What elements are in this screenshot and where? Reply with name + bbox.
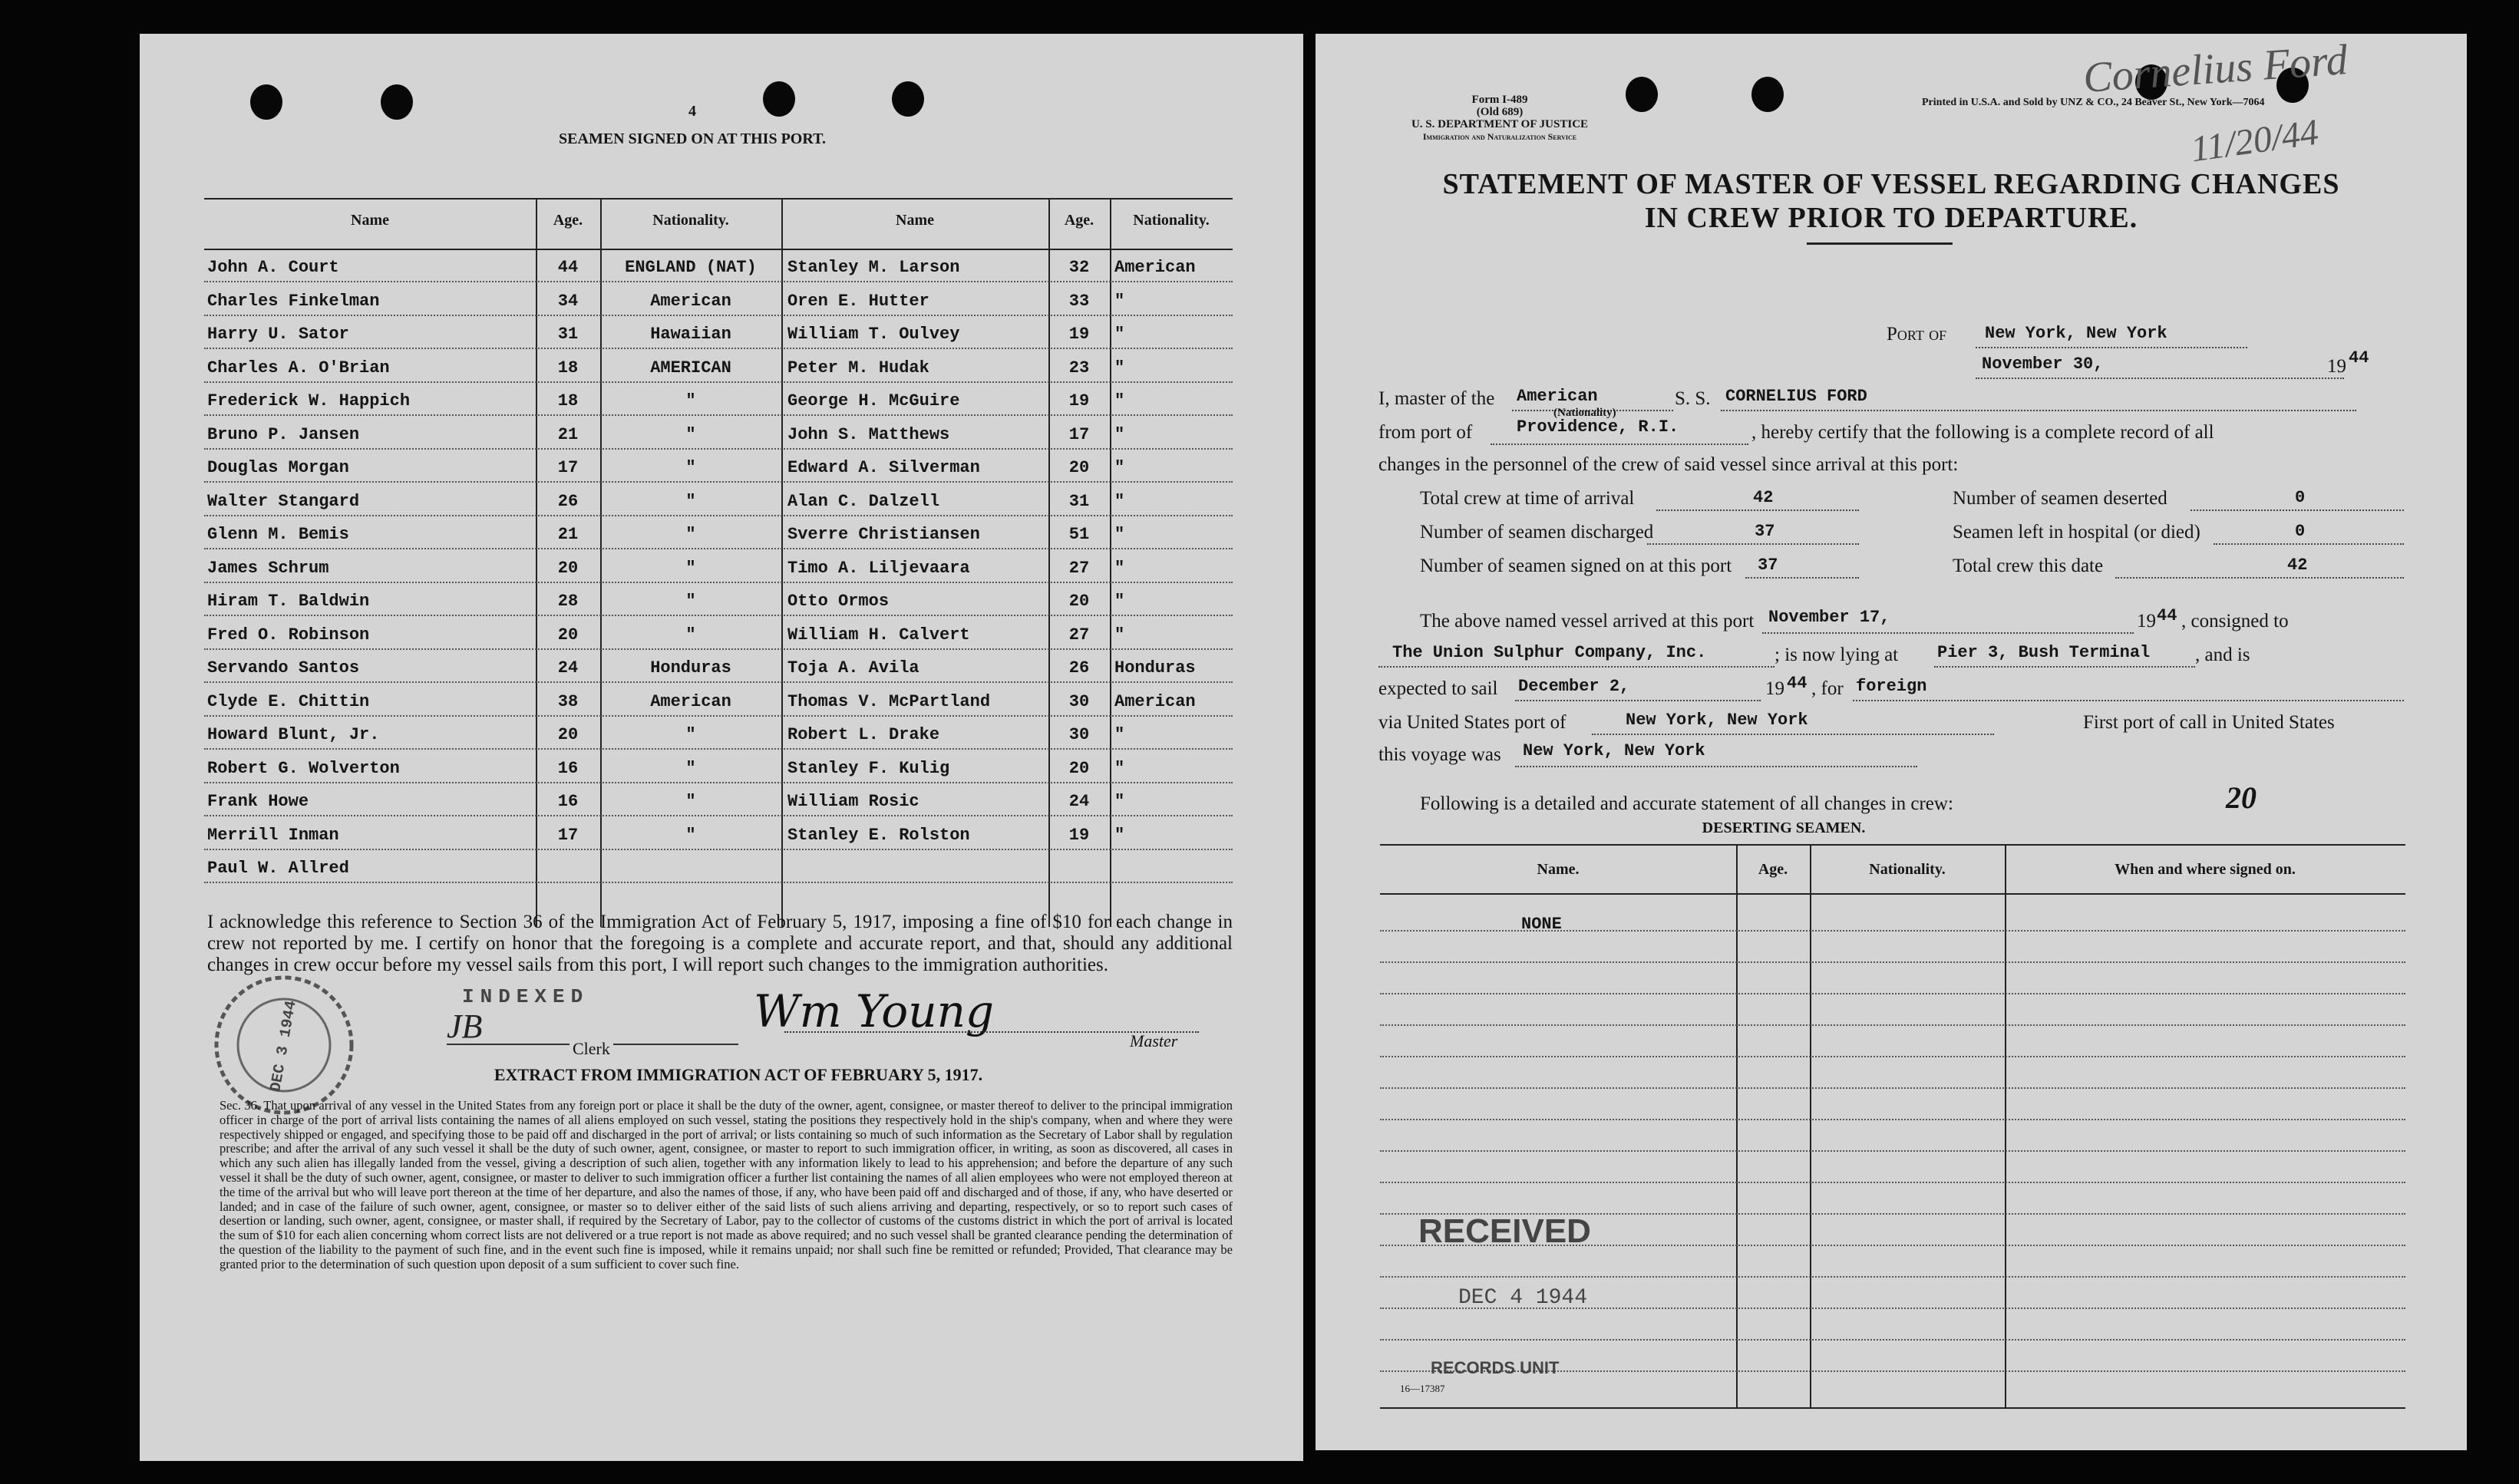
table-cell-name: Thomas V. McPartland (787, 691, 991, 711)
table-cell-nat: " (1114, 625, 1125, 645)
table-cell-name: Servando Santos (207, 658, 360, 678)
row-rule (204, 515, 1233, 516)
table-cell-age: 19 (1068, 825, 1090, 845)
discharged: 37 (1755, 522, 1775, 541)
table-cell-age: 44 (557, 258, 579, 277)
table-cell-nat: " (685, 792, 696, 811)
table-cell-nat: " (685, 558, 696, 578)
nationality-value: American (1517, 387, 1598, 406)
table-cell-name: Glenn M. Bemis (207, 525, 349, 544)
punch-hole (763, 81, 795, 117)
col-header-name: Name (896, 212, 934, 229)
table-cell-age: 18 (557, 358, 579, 378)
master-of-the-label: I, master of the (1378, 388, 1495, 409)
title-underline (1807, 242, 1953, 245)
for-field (1853, 678, 2404, 701)
hospital-label: Seamen left in hospital (or died) (1953, 522, 2200, 542)
table-cell-age: 51 (1068, 525, 1090, 544)
table-cell-nat: " (1114, 525, 1125, 544)
table-cell-age: 20 (1068, 458, 1090, 477)
indexed-stamp: INDEXED (462, 985, 589, 1008)
form-number: Form I-489 (1471, 94, 1528, 106)
table-cell-nat: " (685, 592, 696, 611)
table-cell-age: 20 (1068, 592, 1090, 611)
this-voyage-label: this voyage was (1378, 744, 1501, 765)
row-rule (204, 315, 1233, 316)
deserted: 0 (2295, 488, 2306, 507)
arrived-year-prefix: 19 (2137, 611, 2156, 632)
lying-at-label: ; is now lying at (1775, 645, 1899, 665)
row-rule (204, 281, 1233, 282)
table-cell-name: William Rosic (787, 792, 919, 811)
signed-on: 37 (1758, 556, 1778, 575)
table-cell-name: Stanley M. Larson (787, 258, 960, 277)
table-cell-name: George H. McGuire (787, 391, 960, 411)
total-crew-date-field (2115, 556, 2404, 579)
col-header-when-where: When and where signed on. (2115, 861, 2296, 878)
table-cell-age: 33 (1068, 291, 1090, 311)
table-cell-name: Timo A. Liljevaara (787, 558, 970, 578)
handwritten-ship-name: Cornelius Ford (2082, 36, 2349, 102)
table-cell-name: Oren E. Hutter (787, 291, 929, 311)
row-rule (204, 782, 1233, 783)
table-cell-age: 27 (1068, 558, 1090, 578)
row-rule (204, 615, 1233, 616)
department: U. S. DEPARTMENT OF JUSTICE (1411, 118, 1589, 130)
deserting-seamen-table (1380, 844, 2405, 1409)
table-cell-nat: " (685, 458, 696, 477)
table-cell-nat: " (1114, 424, 1125, 444)
table-cell-nat: " (685, 525, 696, 544)
and-is-label: , and is (2195, 645, 2250, 665)
table-cell-name: Howard Blunt, Jr. (207, 725, 380, 744)
table-cell-age: 24 (557, 658, 579, 678)
table-cell-name: Frank Howe (207, 792, 309, 811)
row-rule (204, 849, 1233, 850)
punch-hole (250, 84, 282, 120)
total-crew-arrival: 42 (1753, 488, 1774, 507)
table-cell-name: Toja A. Avila (787, 658, 919, 678)
table-cell-nat: " (1114, 592, 1125, 611)
table-cell-age: 38 (557, 691, 579, 711)
table-cell-name: John S. Matthews (787, 424, 950, 444)
table-cell-name: Paul W. Allred (207, 859, 349, 878)
from-port-label: from port of (1378, 422, 1473, 443)
table-cell-nat: " (1114, 758, 1125, 778)
row-rule (204, 882, 1233, 883)
table-cell-name: Edward A. Silverman (787, 458, 980, 477)
table-cell-name: Harry U. Sator (207, 325, 349, 344)
consigned-to-label: , consigned to (2181, 611, 2289, 632)
table-cell-name: Merrill Inman (207, 825, 339, 845)
received-date: DEC 4 1944 (1458, 1286, 1588, 1310)
table-cell-name: Alan C. Dalzell (787, 491, 940, 511)
table-cell-nat: " (685, 625, 696, 645)
year-value: 44 (2349, 348, 2369, 368)
table-cell-nat: " (1114, 825, 1125, 845)
port-value: New York, New York (1985, 324, 2167, 343)
section-title: SEAMEN SIGNED ON AT THIS PORT. (559, 130, 826, 147)
date-value: November 30, (1982, 355, 2104, 374)
col-header-age: Age. (1758, 861, 1788, 878)
table-cell-age: 26 (557, 491, 579, 511)
row-rule (204, 648, 1233, 650)
table-cell-name: Bruno P. Jansen (207, 424, 360, 444)
table-cell-nat: " (1114, 358, 1125, 378)
table-cell-age: 20 (557, 558, 579, 578)
this-voyage-value: New York, New York (1523, 741, 1705, 760)
from-port-value: Providence, R.I. (1517, 417, 1679, 437)
col-header-name: Name (351, 212, 389, 229)
col-header-age: Age. (1064, 212, 1094, 229)
table-cell-name: Hiram T. Baldwin (207, 592, 370, 611)
printer-note: Printed in U.S.A. and Sold by UNZ & CO., 24 Beaver St., New York—7064 (1922, 97, 2265, 108)
table-cell-age: 21 (557, 525, 579, 544)
table-cell-age: 32 (1068, 258, 1090, 277)
form-old-number: (Old 689) (1476, 106, 1524, 118)
changes-text: changes in the personnel of the crew of said vessel since arrival at this port: (1378, 454, 1959, 475)
row-rule (1380, 1087, 2405, 1089)
table-cell-age: 20 (1068, 758, 1090, 778)
clerk-label: Clerk (569, 1039, 613, 1059)
table-cell-nat: " (685, 391, 696, 411)
table-cell-name: Peter M. Hudak (787, 358, 929, 378)
table-cell-age: 17 (557, 458, 579, 477)
table-cell-name: Charles Finkelman (207, 291, 380, 311)
expected-label: expected to sail (1378, 678, 1498, 699)
table-cell-age: 31 (1068, 491, 1090, 511)
table-cell-nat: Honduras (650, 658, 731, 678)
table-cell-nat: " (685, 825, 696, 845)
service: Immigration and Naturalization Service (1422, 131, 1577, 142)
table-cell-age: 19 (1068, 325, 1090, 344)
table-cell-nat: Hawaiian (650, 325, 731, 344)
punch-hole (381, 84, 413, 120)
table-cell-name: Robert L. Drake (787, 725, 940, 744)
extract-title: EXTRACT FROM IMMIGRATION ACT OF FEBRUARY 5, 1917. (494, 1065, 983, 1084)
row-rule (1380, 1150, 2405, 1152)
arrived-label: The above named vessel arrived at this port (1420, 611, 1755, 632)
table-cell-nat: " (685, 725, 696, 744)
col-header-nationality: Nationality. (1869, 861, 1946, 878)
row-rule (1380, 1182, 2405, 1183)
table-cell-nat: " (685, 491, 696, 511)
table-cell-nat: American (650, 291, 731, 311)
punch-hole (892, 81, 924, 117)
row-rule (1380, 1339, 2405, 1341)
title-line-2: IN CREW PRIOR TO DEPARTURE. (1644, 202, 2138, 234)
acknowledgement-text: I acknowledge this reference to Section 36 of the Immigration Act of February 5, 1917, imposing a fine of $10 for each change in crew not reported by me. I certify on honor that the foregoing is a complete and accurate report, and that, should any additional changes in crew occur before my vessel sails from this port, I will report such changes to the immigration authorities. (207, 912, 1233, 975)
table-cell-age: 18 (557, 391, 579, 411)
deserting-title: DESERTING SEAMEN. (1702, 819, 1866, 836)
row-rule (1380, 1276, 2405, 1278)
table-cell-name: Douglas Morgan (207, 458, 349, 477)
year-prefix: 19 (2327, 356, 2346, 377)
lying-at-value: Pier 3, Bush Terminal (1937, 643, 2151, 662)
certify-text: , hereby certify that the following is a complete record of all (1751, 422, 2214, 443)
master-signature: Wm Young (754, 985, 995, 1037)
arrived-date: November 17, (1768, 608, 1890, 627)
table-cell-name: Robert G. Wolverton (207, 758, 400, 778)
table-cell-age: 26 (1068, 658, 1090, 678)
table-cell-name: William H. Calvert (787, 625, 970, 645)
table-cell-name: Walter Stangard (207, 491, 360, 511)
round-stamp-date: DEC 3 1944 (267, 999, 301, 1093)
first-port-label: First port of call in United States (2083, 712, 2335, 733)
expected-date: December 2, (1518, 677, 1630, 696)
table-cell-name: Fred O. Robinson (207, 625, 370, 645)
table-cell-nat: " (1114, 558, 1125, 578)
row-rule (204, 448, 1233, 450)
table-cell-name: Sverre Christiansen (787, 525, 980, 544)
hospital: 0 (2295, 522, 2306, 541)
table-cell-age: 24 (1068, 792, 1090, 811)
row-rule (204, 748, 1233, 750)
deserting-entry: NONE (1521, 915, 1562, 934)
expected-year: 44 (1787, 674, 1808, 693)
received-stamp: RECEIVED (1418, 1212, 1591, 1250)
hospital-field (2214, 522, 2404, 545)
arrived-year: 44 (2157, 606, 2177, 625)
row-rule (1380, 1024, 2405, 1026)
row-rule (204, 348, 1233, 349)
table-cell-nat: AMERICAN (650, 358, 731, 378)
seamen-signed-on-table (204, 172, 1233, 932)
row-rule (204, 381, 1233, 383)
table-cell-name: William T. Oulvey (787, 325, 960, 344)
table-cell-age: 30 (1068, 725, 1090, 744)
table-cell-nat: " (1114, 491, 1125, 511)
table-cell-nat: American (1114, 258, 1196, 277)
row-rule (1380, 1119, 2405, 1120)
table-cell-nat: American (1114, 691, 1196, 711)
for-label: , for (1811, 678, 1844, 699)
discharged-field (1647, 522, 1859, 545)
signed-on-label: Number of seamen signed on at this port (1420, 556, 1732, 576)
master-label: Master (1130, 1031, 1178, 1050)
col-header-age: Age. (553, 212, 583, 229)
expected-year-prefix: 19 (1765, 678, 1784, 699)
left-page (140, 34, 1303, 1461)
row-rule (204, 481, 1233, 483)
table-cell-age: 17 (557, 825, 579, 845)
table-cell-age: 23 (1068, 358, 1090, 378)
total-crew-arrival-label: Total crew at time of arrival (1420, 488, 1635, 509)
row-rule (204, 414, 1233, 416)
form-header (1362, 94, 1638, 143)
table-cell-age: 30 (1068, 691, 1090, 711)
discharged-label: Number of seamen discharged (1420, 522, 1654, 542)
for-value: foreign (1856, 677, 1927, 696)
page-number: 4 (688, 103, 696, 120)
right-page (1316, 34, 2467, 1450)
table-cell-age: 28 (557, 592, 579, 611)
table-cell-name: John A. Court (207, 258, 339, 277)
table-cell-age: 20 (557, 625, 579, 645)
table-cell-nat: " (1114, 458, 1125, 477)
table-cell-age: 31 (557, 325, 579, 344)
table-cell-name: Frederick W. Happich (207, 391, 411, 411)
table-cell-nat: " (1114, 725, 1125, 744)
table-cell-age: 19 (1068, 391, 1090, 411)
handwritten-date: 11/20/44 (2188, 111, 2321, 170)
table-cell-name: Otto Ormos (787, 592, 890, 611)
clerk-initials: JB (447, 1007, 483, 1045)
via-label: via United States port of (1378, 712, 1567, 733)
table-cell-nat: " (1114, 325, 1125, 344)
section-36-text: Sec. 36. That upon arrival of any vessel in the United States from any foreign port or place it shall be the duty of the owner, agent, consignee, or master thereof to deliver to the principal immigration officer in charge of the port of arrival lists containing the names of all aliens employed on such vessel, stating the positions they respectively hold in the ship's company, when and where they were respectively shipped or engaged, and specifying those to be paid off and discharged in the port of arrival; or lists containing so much of such information as the Secretary of Labor shall by regulation prescribe; and after the arrival of any such vessel it shall be the duty of such owner, agent, consignee, or master to report to such immigration officer, in writing, as soon as discovered, all cases in which any such alien has illegally landed from the vessel, giving a description of such alien, together with any information likely to lead to his apprehension; and before the departure of any such vessel it shall be the duty of such owner, agent, consignee, or master to deliver to such immigration officer a further list containing the names of all alien employees who were not employed thereon at the time of the arrival but who will leave port thereon at the time of her departure, and also the names of those, if any, who have been paid off and discharged and of those, if any, who have deserted or landed; and in case of the failure of such owner, agent, consignee, or master so to deliver either of the said lists of such aliens arriving and departing, respectively, or so to report such cases of desertion or landing, such owner, agent, consignee, or master shall, if required by the Secretary of Labor, pay to the collector of customs of the customs district in which the port of arrival is located the sum of $10 for each alien concerning whom correct lists are not delivered or a true report is not made as above required; and no such vessel shall be granted clearance pending the determination of the question of the liability to the payment of such fine, and in the event such fine is imposed, while it remains unpaid; nor shall such fine be remitted or refunded; Provided, That clearance may be granted prior to the determination of such question upon deposit of a sum sufficient to cover such fine. (220, 1098, 1233, 1271)
port-label: Port of (1887, 324, 1947, 345)
form-code: 16—17387 (1400, 1383, 1445, 1394)
table-cell-age: 17 (1068, 424, 1090, 444)
ss-label: S. S. (1675, 388, 1711, 409)
table-cell-nat: " (1114, 391, 1125, 411)
table-cell-name: Charles A. O'Brian (207, 358, 390, 378)
table-cell-nat: " (685, 758, 696, 778)
table-cell-nat: Honduras (1114, 658, 1196, 678)
following-text: Following is a detailed and accurate statement of all changes in crew: (1420, 793, 1953, 814)
row-rule (204, 548, 1233, 549)
table-cell-nat: American (650, 691, 731, 711)
form-title (1331, 167, 2451, 235)
consignee: The Union Sulphur Company, Inc. (1392, 643, 1707, 662)
total-crew-date-label: Total crew this date (1953, 556, 2104, 576)
table-cell-age: 16 (557, 792, 579, 811)
col-header-nationality: Nationality. (1133, 212, 1210, 229)
row-rule (204, 715, 1233, 717)
row-rule (1380, 1056, 2405, 1057)
via-value: New York, New York (1626, 711, 1808, 730)
table-cell-age: 27 (1068, 625, 1090, 645)
row-rule (204, 681, 1233, 683)
table-cell-name: Clyde E. Chittin (207, 691, 370, 711)
punch-hole (1751, 77, 1784, 112)
table-cell-name: James Schrum (207, 558, 329, 578)
table-cell-nat: " (1114, 792, 1125, 811)
row-rule (1380, 961, 2405, 963)
table-cell-age: 21 (557, 424, 579, 444)
table-cell-age: 34 (557, 291, 579, 311)
vessel-name: CORNELIUS FORD (1725, 387, 1867, 406)
table-cell-age: 16 (557, 758, 579, 778)
row-rule (1380, 993, 2405, 994)
table-cell-nat: " (1114, 291, 1125, 311)
title-line-1: STATEMENT OF MASTER OF VESSEL REGARDING CHANGES (1442, 168, 2340, 200)
col-header-name: Name. (1537, 861, 1580, 878)
total-crew-date: 42 (2287, 556, 2308, 575)
table-cell-age: 20 (557, 725, 579, 744)
table-cell-nat: ENGLAND (NAT) (625, 258, 757, 277)
table-cell-name: Stanley F. Kulig (787, 758, 950, 778)
col-header-nationality: Nationality. (652, 212, 729, 229)
row-rule (204, 582, 1233, 583)
records-unit-stamp: RECORDS UNIT (1431, 1358, 1560, 1377)
row-rule (204, 815, 1233, 816)
nationality-caption: (Nationality) (1553, 407, 1616, 419)
deserted-label: Number of seamen deserted (1953, 488, 2167, 509)
table-cell-name: Stanley E. Rolston (787, 825, 970, 845)
table-cell-nat: " (685, 424, 696, 444)
handwritten-number: 20 (2226, 780, 2257, 815)
